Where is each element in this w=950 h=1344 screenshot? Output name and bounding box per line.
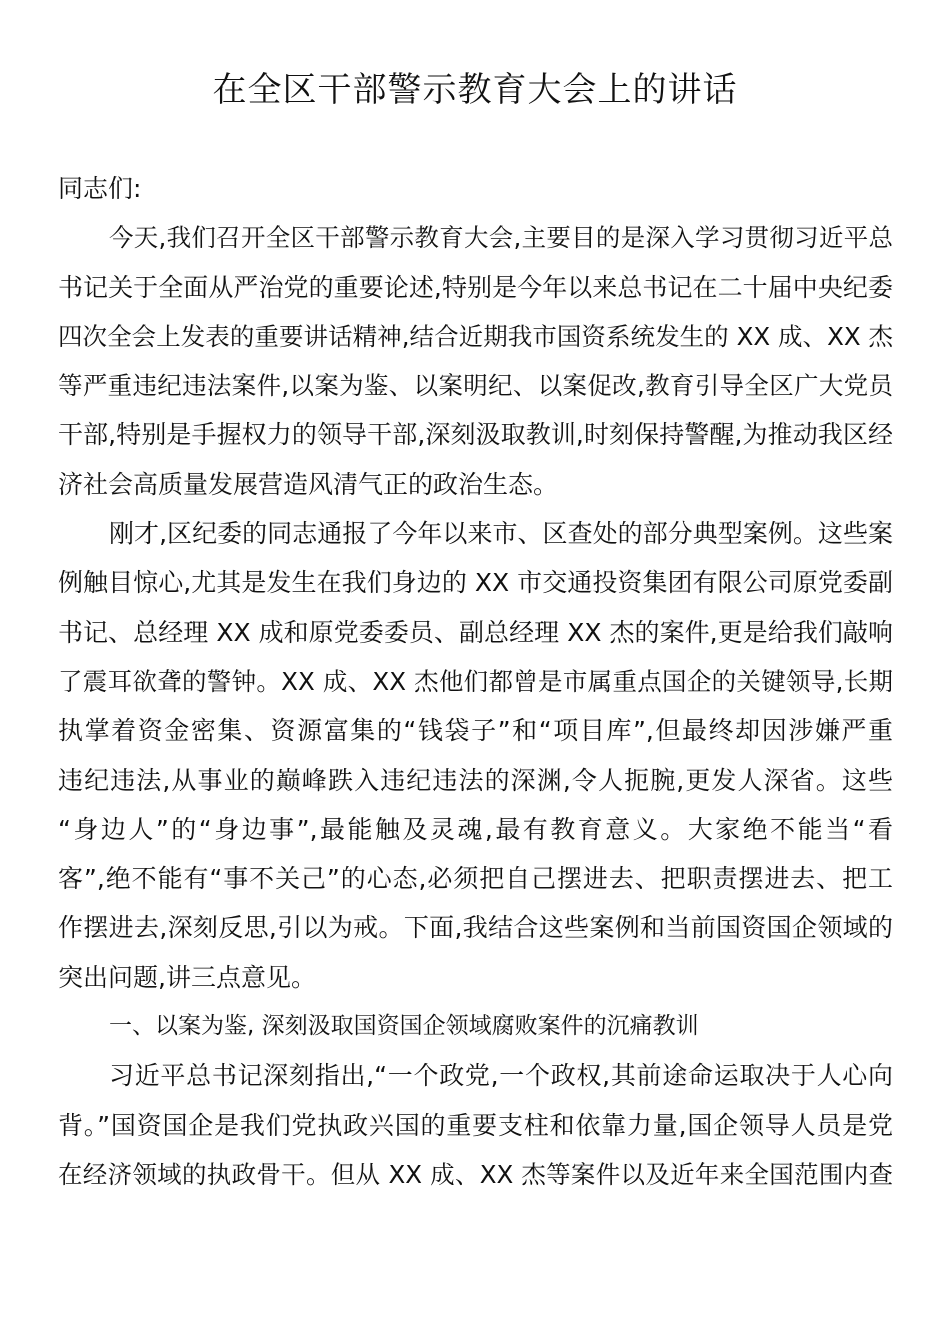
paragraph-line: 了震耳欲聋的警钟。XX 成、XX 杰他们都曾是市属重点国企的关键领导,长期	[58, 666, 893, 696]
paragraph-line: 例触目惊心,尤其是发生在我们身边的 XX 市交通投资集团有限公司原党委副	[58, 568, 893, 598]
paragraph-line: 背。”国资国企是我们党执政兴国的重要支柱和依靠力量,国企领导人员是党	[58, 1110, 893, 1140]
document-body	[58, 164, 893, 1199]
paragraph-line: 违纪违法,从事业的巅峰跌入违纪违法的深渊,令人扼腕,更发人深省。这些	[58, 765, 893, 795]
paragraph-line: 济社会高质量发展营造风清气正的政治生态。	[58, 469, 559, 499]
salutation: 同志们:	[58, 174, 142, 203]
paragraph-line: 习近平总书记深刻指出,“一个政党,一个政权,其前途命运取决于人心向	[109, 1061, 893, 1091]
paragraph-line: 等严重违纪违法案件,以案为鉴、以案明纪、以案促改,教育引导全区广大党员	[58, 371, 893, 401]
paragraph-line: 执掌着资金密集、资源富集的“钱袋子”和“项目库”,但最终却因涉嫌严重	[58, 716, 893, 746]
paragraph-line: 书记关于全面从严治党的重要论述,特别是今年以来总书记在二十届中央纪委	[58, 272, 893, 302]
paragraph-line: 作摆进去,深刻反思,引以为戒。下面,我结合这些案例和当前国资国企领域的	[58, 913, 893, 943]
document-title: 在全区干部警示教育大会上的讲话	[212, 70, 738, 110]
paragraph-line: 今天,我们召开全区干部警示教育大会,主要目的是深入学习贯彻习近平总	[109, 223, 893, 253]
paragraph-line: 在经济领域的执政骨干。但从 XX 成、XX 杰等案件以及近年来全国范围内查	[58, 1159, 893, 1189]
paragraph-line: “身边人”的“身边事”,最能触及灵魂,最有教育意义。大家绝不能当“看	[58, 814, 893, 844]
paragraph-line: 四次全会上发表的重要讲话精神,结合近期我市国资系统发生的 XX 成、XX 杰	[58, 321, 893, 351]
paragraph-line: 书记、总经理 XX 成和原党委委员、副总经理 XX 杰的案件,更是给我们敲响	[58, 617, 893, 647]
paragraph-line: 干部,特别是手握权力的领导干部,深刻汲取教训,时刻保持警醒,为推动我区经	[58, 420, 893, 450]
paragraph-line: 突出问题,讲三点意见。	[58, 962, 316, 992]
paragraph-line: 客”,绝不能有“事不关己”的心态,必须把自己摆进去、把职责摆进去、把工	[58, 864, 893, 894]
paragraph-line: 刚才,区纪委的同志通报了今年以来市、区查处的部分典型案例。这些案	[109, 519, 893, 549]
section-heading: 一、以案为鉴, 深刻汲取国资国企领域腐败案件的沉痛教训	[109, 1013, 699, 1040]
